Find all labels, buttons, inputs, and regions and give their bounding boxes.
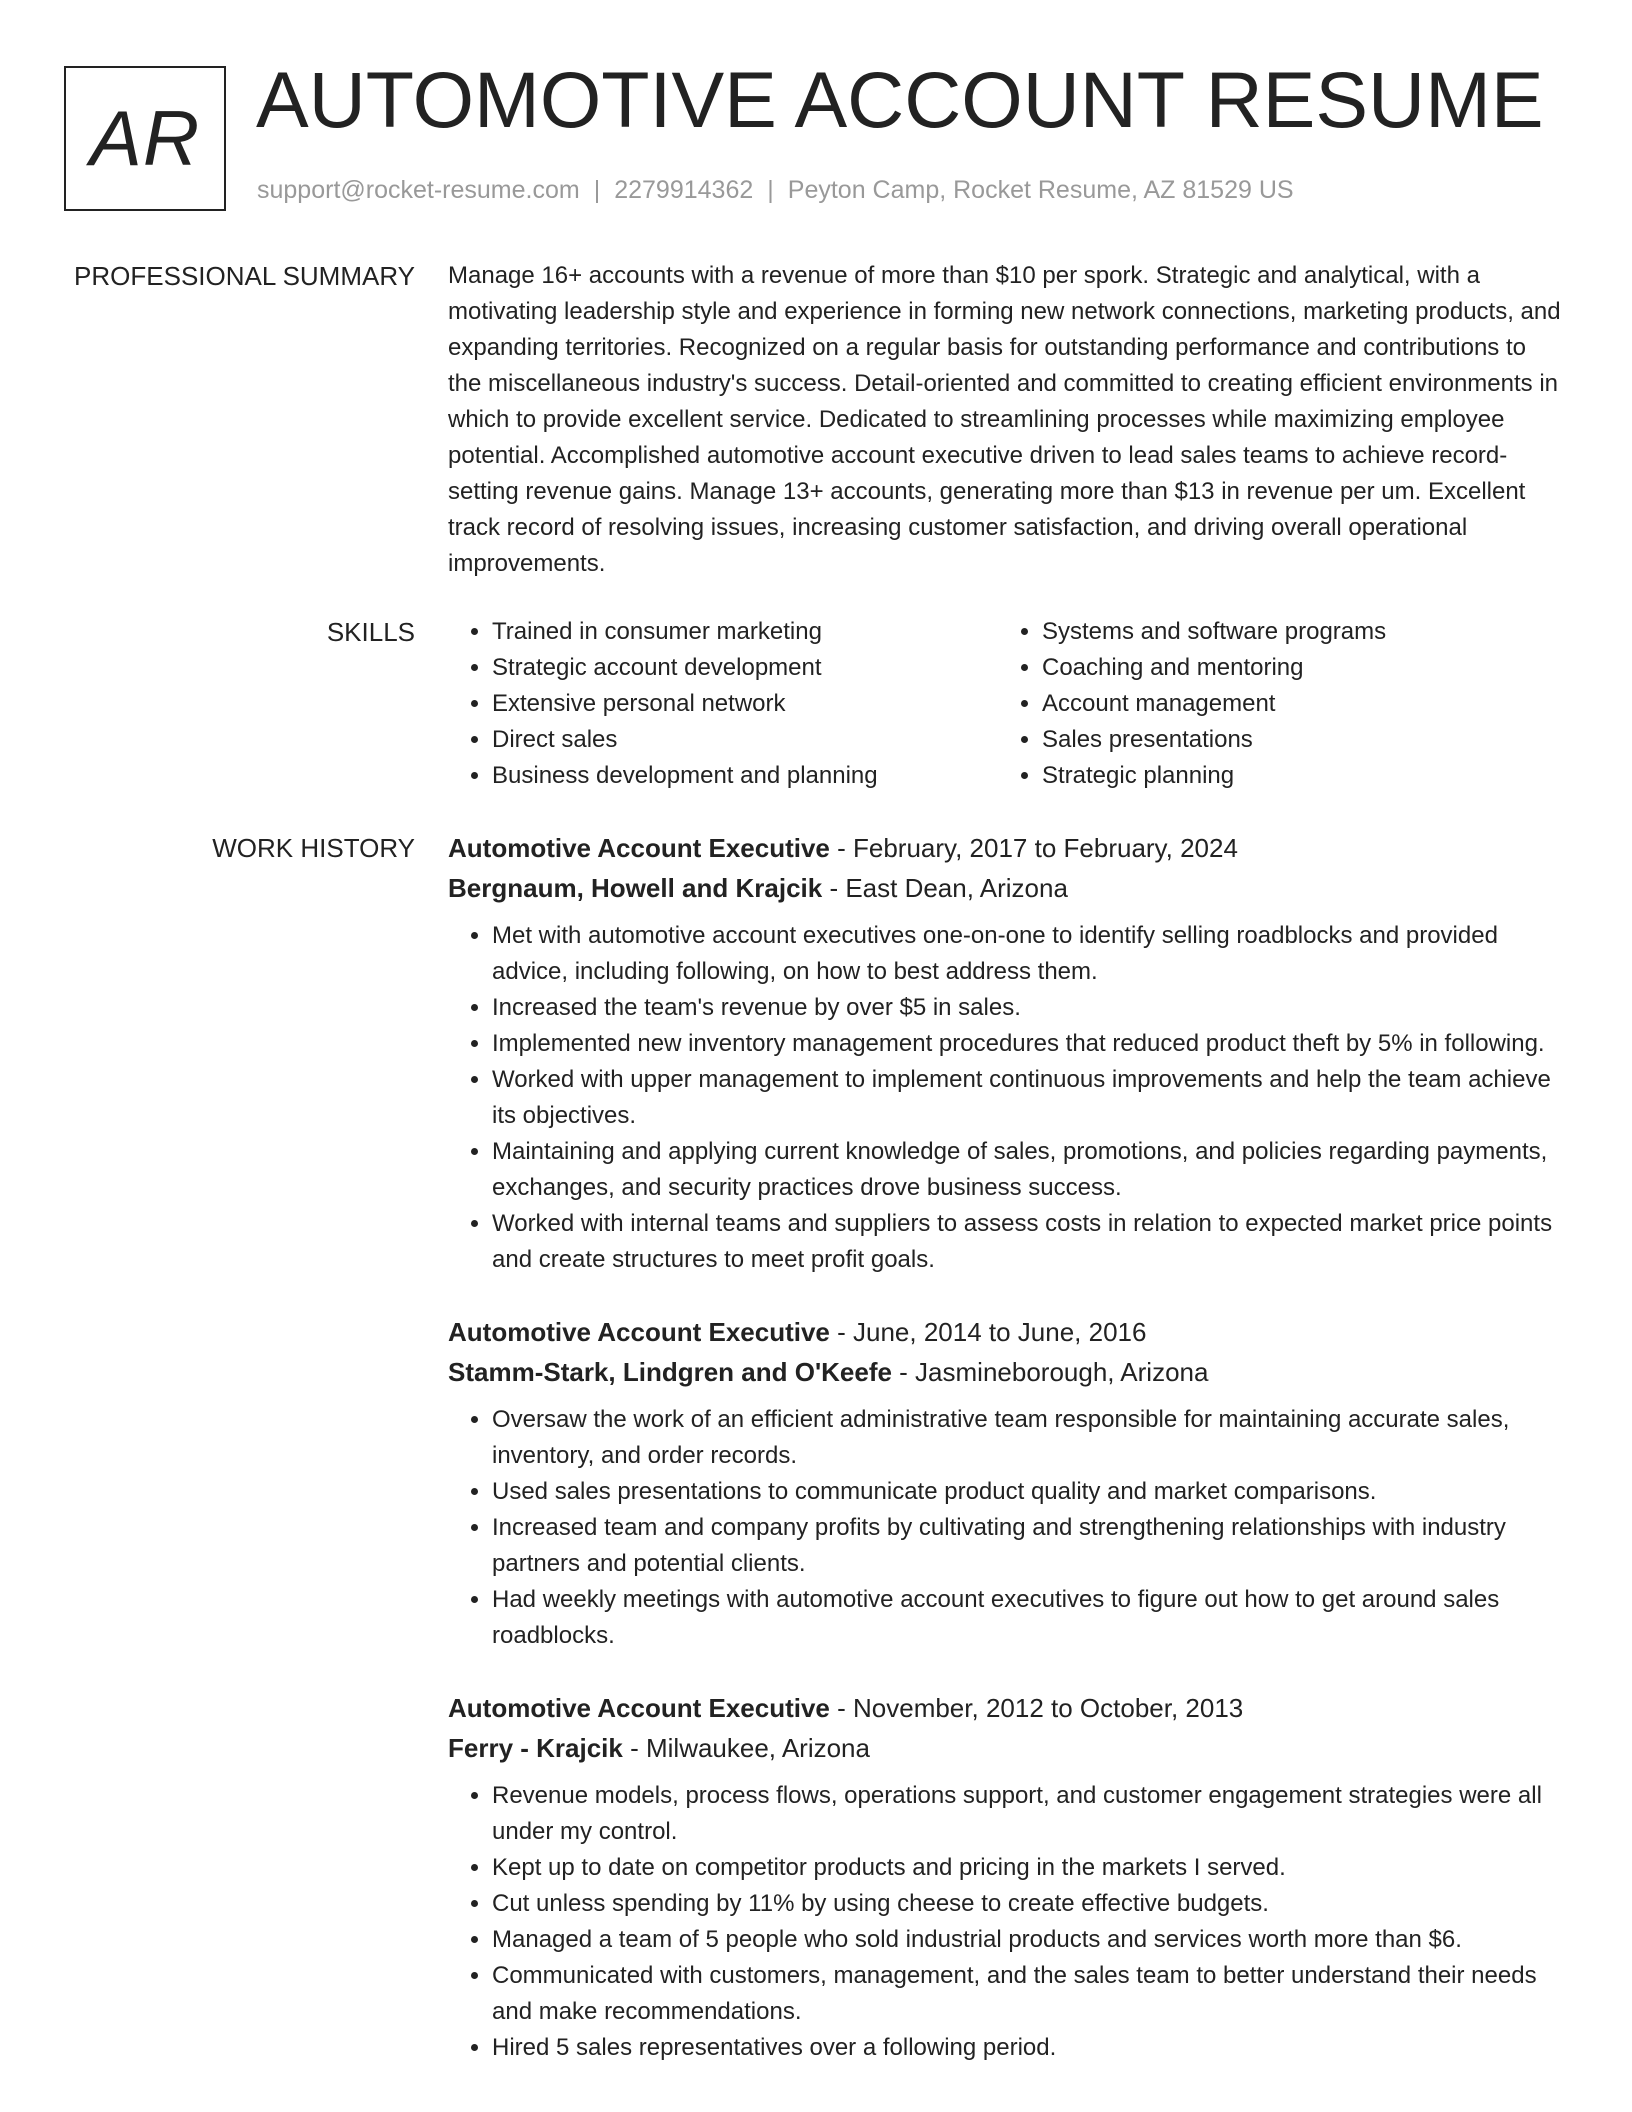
- job-company: Ferry - Krajcik: [448, 1733, 623, 1763]
- job-bullet: • Implemented new inventory management procedures that reduced product theft by 5% in following.: [492, 1026, 1563, 1062]
- job-bullet: • Communicated with customers, management, and the sales team to better understand their needs and make recommendations.: [492, 1958, 1563, 2030]
- job-company-line: [448, 868, 1563, 908]
- job-bullet: • Worked with internal teams and suppliers to assess costs in relation to expected market price points and create structures to meet profit goals.: [492, 1206, 1563, 1278]
- skills-list-right: [998, 614, 1548, 794]
- job-bullet: • Managed a team of 5 people who sold industrial products and services worth more than $6.: [492, 1922, 1563, 1958]
- skills-list-left: [448, 614, 998, 794]
- job-dates: - November, 2012 to October, 2013: [829, 1693, 1244, 1723]
- job-company: Stamm-Stark, Lindgren and O'Keefe: [448, 1357, 892, 1387]
- contact-email: support@rocket-resume.com: [257, 176, 580, 204]
- job-bullet: • Increased the team's revenue by over $5 in sales.: [492, 990, 1563, 1026]
- skill-item: • Sales presentations: [1042, 722, 1548, 758]
- skill-item: • Strategic planning: [1042, 758, 1548, 794]
- job-bullet: • Revenue models, process flows, operations support, and customer engagement strategies were all under my control.: [492, 1778, 1563, 1850]
- job-bullet: • Oversaw the work of an efficient administrative team responsible for maintaining accurate sales, inventory, and order records.: [492, 1402, 1563, 1474]
- job-bullet-list: [448, 1402, 1563, 1654]
- job-entry: [448, 828, 1563, 1278]
- job-role: Automotive Account Executive: [448, 1317, 830, 1347]
- job-bullet-list: [448, 918, 1563, 1278]
- work-history-body: [448, 828, 1563, 2100]
- job-role: Automotive Account Executive: [448, 1693, 830, 1723]
- job-bullet: • Kept up to date on competitor products and pricing in the markets I served.: [492, 1850, 1563, 1886]
- contact-address: Peyton Camp, Rocket Resume, AZ 81529 US: [787, 176, 1294, 204]
- resume-title: AUTOMOTIVE ACCOUNT RESUME: [256, 55, 1544, 144]
- skill-item: • Strategic account development: [492, 650, 998, 686]
- job-entry: [448, 1688, 1563, 2066]
- job-dates: - February, 2017 to February, 2024: [829, 833, 1238, 863]
- job-dates: - June, 2014 to June, 2016: [829, 1317, 1147, 1347]
- job-company: Bergnaum, Howell and Krajcik: [448, 873, 823, 903]
- job-role: Automotive Account Executive: [448, 833, 830, 863]
- monogram-logo: AR: [64, 66, 226, 211]
- work-history-heading: WORK HISTORY: [212, 833, 415, 863]
- job-bullet: • Maintaining and applying current knowledge of sales, promotions, and policies regarding payments, exchanges, and security practices drove business success.: [492, 1134, 1563, 1206]
- skill-item: • Direct sales: [492, 722, 998, 758]
- job-company-line: [448, 1352, 1563, 1392]
- contact-separator: |: [593, 176, 601, 204]
- job-company-line: [448, 1728, 1563, 1768]
- job-bullet: • Cut unless spending by 11% by using cheese to create effective budgets.: [492, 1886, 1563, 1922]
- skills-heading: SKILLS: [326, 617, 415, 647]
- job-bullet: • Increased team and company profits by cultivating and strengthening relationships with industry partners and potential clients.: [492, 1510, 1563, 1582]
- contact-line: [257, 172, 1294, 208]
- job-entry: [448, 1312, 1563, 1654]
- skills-columns: [448, 614, 1563, 794]
- job-bullet: • Worked with upper management to implement continuous improvements and help the team achieve its objectives.: [492, 1062, 1563, 1134]
- job-bullet-list: [448, 1778, 1563, 2066]
- contact-phone: 2279914362: [614, 176, 754, 204]
- job-bullet: • Met with automotive account executives one-on-one to identify selling roadblocks and provided advice, including following, on how to best address them.: [492, 918, 1563, 990]
- job-location: - Milwaukee, Arizona: [622, 1733, 870, 1763]
- job-title-line: [448, 828, 1563, 868]
- skill-item: • Business development and planning: [492, 758, 998, 794]
- skill-item: • Coaching and mentoring: [1042, 650, 1548, 686]
- skill-item: • Systems and software programs: [1042, 614, 1548, 650]
- job-title-line: [448, 1688, 1563, 1728]
- summary-heading: PROFESSIONAL SUMMARY: [74, 261, 415, 291]
- skill-item: • Extensive personal network: [492, 686, 998, 722]
- job-bullet: • Had weekly meetings with automotive account executives to figure out how to get around sales roadblocks.: [492, 1582, 1563, 1654]
- skills-body: [448, 614, 1563, 794]
- contact-separator: |: [767, 176, 774, 204]
- skill-item: • Trained in consumer marketing: [492, 614, 998, 650]
- job-bullet: • Hired 5 sales representatives over a following period.: [492, 2030, 1563, 2066]
- job-location: - Jasmineborough, Arizona: [891, 1357, 1209, 1387]
- job-bullet: • Used sales presentations to communicate product quality and market comparisons.: [492, 1474, 1563, 1510]
- job-title-line: [448, 1312, 1563, 1352]
- skill-item: • Account management: [1042, 686, 1548, 722]
- summary-text: Manage 16+ accounts with a revenue of more than $10 per spork. Strategic and analytical, with a motivating leadership style and experience in forming new network connections, marketing products, and expanding territories. Recognized on a regular basis for outstanding performance and contributions to the miscellaneous industry's success. Detail-oriented and committed to creating efficient environments in which to provide excellent service. Dedicated to streamlining processes while maximizing employee potential. Accomplished automotive account executive driven to lead sales teams to achieve record-setting revenue gains. Manage 13+ accounts, generating more than $13 in revenue per um. Excellent track record of resolving issues, increasing customer satisfaction, and driving overall operational improvements.: [448, 262, 1561, 577]
- job-location: - East Dean, Arizona: [822, 873, 1068, 903]
- summary-body: [448, 258, 1563, 582]
